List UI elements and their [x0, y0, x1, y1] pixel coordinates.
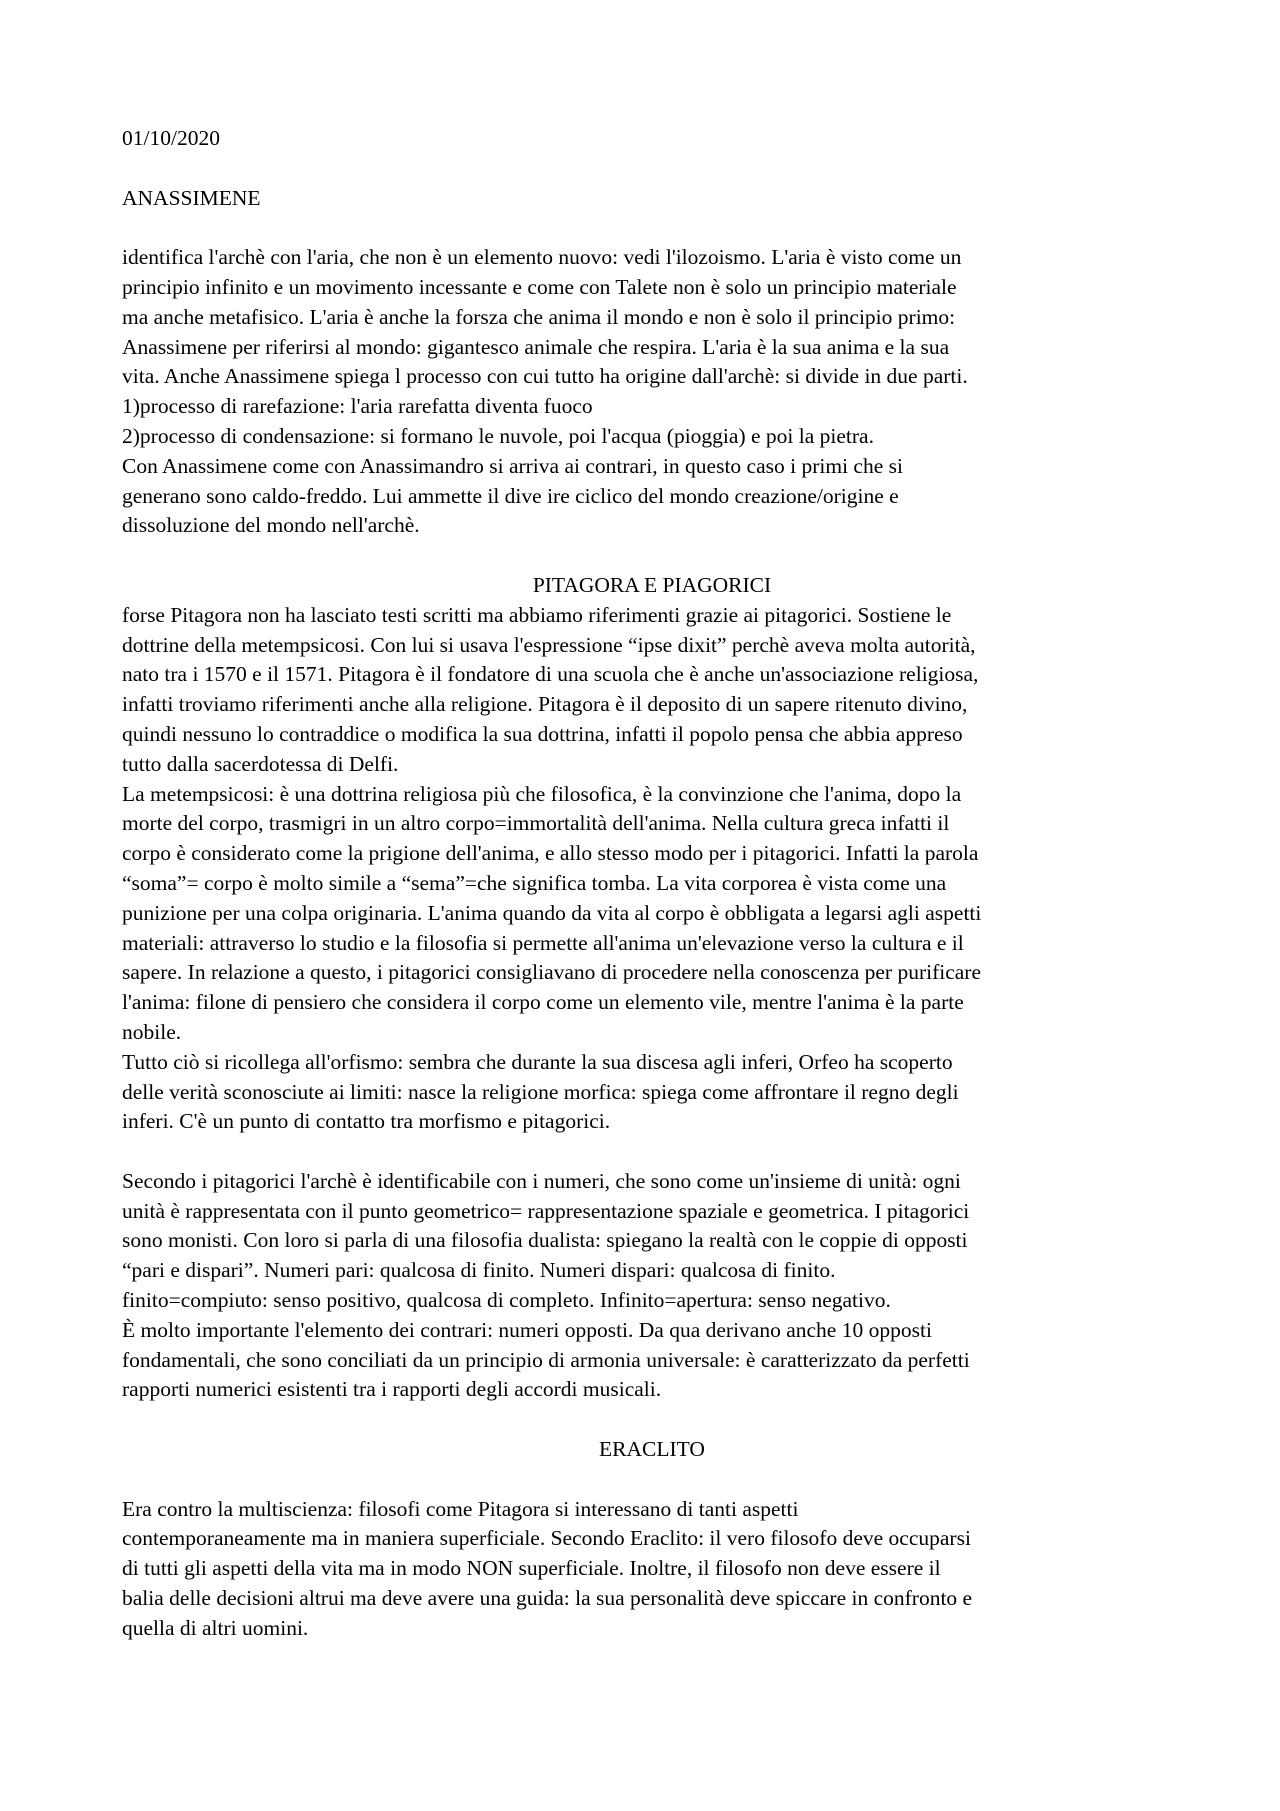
text-line: infatti troviamo riferimenti anche alla religione. Pitagora è il deposito di un sapere ritenuto divino, [122, 692, 968, 717]
document-body [122, 124, 1182, 1644]
text-line: contemporaneamente ma in maniera superficiale. Secondo Eraclito: il vero filosofo deve occuparsi [122, 1526, 971, 1551]
text-line: quella di altri uomini. [122, 1615, 309, 1640]
text-line: materiali: attraverso lo studio e la filosofia si permette all'anima un'elevazione verso la cultura e il [122, 930, 964, 955]
text-line: Anassimene per riferirsi al mondo: gigantesco animale che respira. L'aria è la sua anima e la sua [122, 334, 950, 359]
spacer [122, 541, 1182, 571]
text-line: forse Pitagora non ha lasciato testi scritti ma abbiamo riferimenti grazie ai pitagorici. Sostiene le [122, 602, 952, 627]
text-line: principio infinito e un movimento incessante e come con Talete non è solo un principio materiale [122, 274, 957, 299]
paragraph-pitagora-2 [122, 1167, 1182, 1405]
text-line: unità è rappresentata con il punto geometrico= rappresentazione spaziale e geometrica. I pitagorici [122, 1198, 970, 1223]
text-line: Con Anassimene come con Anassimandro si arriva ai contrari, in questo caso i primi che si [122, 453, 903, 478]
text-line: delle verità sconosciute ai limiti: nasce la religione morfica: spiega come affrontare il regno degli [122, 1079, 959, 1104]
text-line: generano sono caldo-freddo. Lui ammette il dive ire ciclico del mondo creazione/origine e [122, 483, 899, 508]
spacer [122, 1405, 1182, 1435]
text-line: 2)processo di condensazione: si formano le nuvole, poi l'acqua (pioggia) e poi la pietra. [122, 423, 874, 448]
spacer [122, 1465, 1182, 1495]
spacer [122, 213, 1182, 243]
text-line: corpo è considerato come la prigione dell'anima, e allo stesso modo per i pitagorici. Infatti la parola [122, 841, 979, 866]
text-line: La metempsicosi: è una dottrina religiosa più che filosofica, è la convinzione che l'anima, dopo la [122, 781, 962, 806]
text-line: vita. Anche Anassimene spiega l processo con cui tutto ha origine dall'archè: si divide in due parti. [122, 364, 968, 389]
text-line: “pari e dispari”. Numeri pari: qualcosa di finito. Numeri dispari: qualcosa di finito. [122, 1258, 836, 1283]
text-line: tutto dalla sacerdotessa di Delfi. [122, 751, 399, 776]
text-line: nato tra i 1570 e il 1571. Pitagora è il fondatore di una scuola che è anche un'associazione religiosa, [122, 662, 979, 687]
paragraph-eraclito [122, 1495, 1182, 1644]
text-line: Tutto ciò si ricollega all'orfismo: sembra che durante la sua discesa agli inferi, Orfeo ha scoperto [122, 1049, 953, 1074]
text-line: l'anima: filone di pensiero che considera il corpo come un elemento vile, mentre l'anima è la parte [122, 990, 964, 1015]
spacer [122, 1137, 1182, 1167]
document-date: 01/10/2020 [122, 126, 220, 150]
text-line: finito=compiuto: senso positivo, qualcosa di completo. Infinito=apertura: senso negativo. [122, 1288, 891, 1313]
text-line: punizione per una colpa originaria. L'anima quando da vita al corpo è obbligata a legarsi agli aspetti [122, 900, 982, 925]
text-line: di tutti gli aspetti della vita ma in modo NON superficiale. Inoltre, il filosofo non deve essere il [122, 1556, 941, 1581]
text-line: nobile. [122, 1019, 182, 1044]
text-line: quindi nessuno lo contraddice o modifica la sua dottrina, infatti il popolo pensa che abbia appreso [122, 721, 963, 746]
text-line: fondamentali, che sono conciliati da un principio di armonia universale: è caratterizzato da perfetti [122, 1347, 970, 1372]
text-line: Secondo i pitagorici l'archè è identificabile con i numeri, che sono come un'insieme di unità: ogni [122, 1168, 961, 1193]
text-line: rapporti numerici esistenti tra i rapporti degli accordi musicali. [122, 1377, 662, 1402]
text-line: balia delle decisioni altrui ma deve avere una guida: la sua personalità deve spiccare in confronto e [122, 1586, 973, 1611]
text-line: sono monisti. Con loro si parla di una filosofia dualista: spiegano la realtà con le coppie di opposti [122, 1228, 968, 1253]
text-line: ma anche metafisico. L'aria è anche la forsza che anima il mondo e non è solo il principio primo: [122, 304, 956, 329]
text-line: sapere. In relazione a questo, i pitagorici consigliavano di procedere nella conoscenza per purificare [122, 960, 982, 985]
text-line: identifica l'archè con l'aria, che non è un elemento nuovo: vedi l'ilozoismo. L'aria è visto come un [122, 245, 962, 270]
text-line: dottrine della metempsicosi. Con lui si usava l'espressione “ipse dixit” perchè aveva molta autorità, [122, 632, 976, 657]
paragraph-anassimene [122, 243, 1182, 541]
section-title-pitagora: PITAGORA E PIAGORICI [532, 572, 772, 597]
text-line: 1)processo di rarefazione: l'aria rarefatta diventa fuoco [122, 394, 593, 419]
text-line: morte del corpo, trasmigri in un altro corpo=immortalità dell'anima. Nella cultura greca infatti il [122, 811, 950, 836]
text-line: inferi. C'è un punto di contatto tra morfismo e pitagorici. [122, 1109, 611, 1134]
text-line: dissoluzione del mondo nell'archè. [122, 513, 420, 538]
section-title-eraclito: ERACLITO [599, 1437, 705, 1462]
paragraph-pitagora-1 [122, 601, 1182, 1137]
text-line: “soma”= corpo è molto simile a “sema”=che significa tomba. La vita corporea è vista come una [122, 870, 947, 895]
section-title-anassimene: ANASSIMENE [122, 185, 261, 210]
text-line: Era contro la multiscienza: filosofi come Pitagora si interessano di tanti aspetti [122, 1496, 799, 1521]
text-line: È molto importante l'elemento dei contrari: numeri opposti. Da qua derivano anche 10 opposti [122, 1317, 932, 1342]
spacer [122, 154, 1182, 184]
